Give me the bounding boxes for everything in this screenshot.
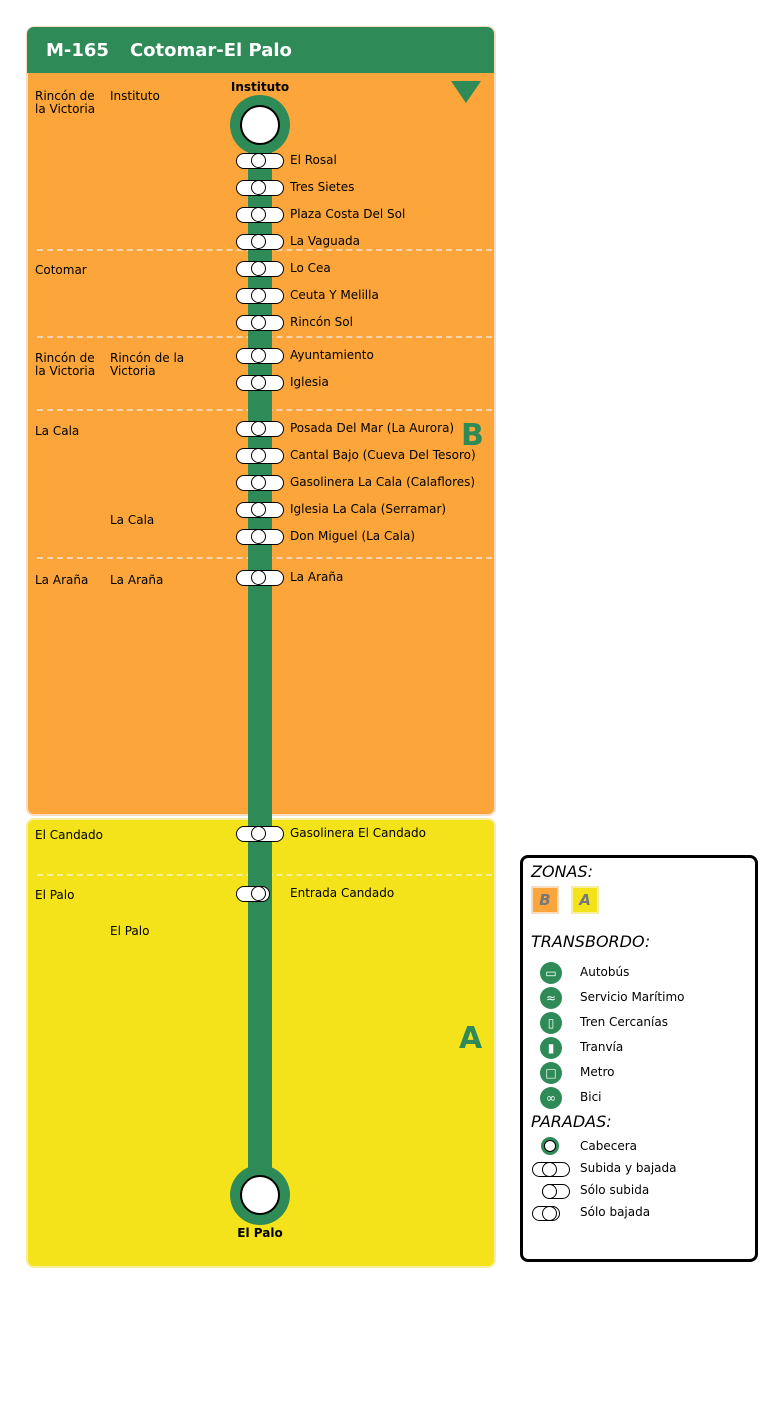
terminal-start-label: Instituto: [230, 80, 290, 94]
stop-marker-icon: [236, 153, 284, 169]
stop-marker-icon: [236, 261, 284, 277]
locality-label: Instituto: [110, 89, 160, 103]
stop-label: La Araña: [290, 570, 344, 584]
train-icon: ▯: [540, 1012, 562, 1034]
stop-label: Iglesia La Cala (Serramar): [290, 502, 447, 516]
terminal-end-icon: [230, 1165, 290, 1225]
zone-a-letter: A: [459, 1021, 483, 1056]
municipality-label: La Cala: [35, 424, 80, 438]
stop-marker-icon: [236, 207, 284, 223]
legend-stop-terminal: Cabecera: [580, 1139, 637, 1153]
route-name: Cotomar-El Palo: [129, 39, 292, 61]
ship-icon: ≈: [540, 987, 562, 1009]
municipality-label: Cotomar: [35, 263, 87, 277]
legend-stop-board: Sólo subida: [580, 1183, 650, 1197]
zone-b-letter: B: [461, 418, 484, 453]
legend-transfer-label: Bici: [580, 1090, 602, 1104]
legend-transfer-label: Tren Cercanías: [580, 1015, 668, 1029]
stop-marker-icon: [236, 502, 284, 518]
stop-marker-icon: [236, 570, 284, 586]
municipality-label: La Araña: [35, 573, 89, 587]
legend-stop-alight: Sólo bajada: [580, 1205, 651, 1219]
legend-panel: [520, 855, 758, 1262]
terminal-end-label: El Palo: [237, 1226, 283, 1240]
legend-stop-both: Subida y bajada: [580, 1161, 677, 1175]
stop-label: El Rosal: [290, 153, 337, 167]
route-line: [248, 125, 272, 1195]
legend-transfer-label: Autobús: [580, 965, 630, 979]
stop-marker-icon: [236, 448, 284, 464]
stop-label: Ayuntamiento: [290, 348, 374, 362]
legend-transfer-label: Servicio Marítimo: [580, 990, 685, 1004]
municipality-label: El Palo: [35, 888, 75, 902]
municipality-label: Rincón de la Victoria: [35, 351, 96, 378]
legend-zone-a: A: [571, 886, 599, 914]
stop-alight-icon: [532, 1206, 560, 1221]
stop-alight-only-icon: [236, 886, 270, 902]
stop-label: Iglesia: [290, 375, 329, 389]
locality-label: La Araña: [110, 573, 164, 587]
terminal-icon: [541, 1137, 559, 1155]
stop-label: Tres Sietes: [290, 180, 355, 194]
stop-marker-icon: [236, 315, 284, 331]
municipality-label: Rincón de la Victoria: [35, 89, 96, 116]
legend-transfer-title: TRANSBORDO:: [531, 932, 651, 951]
bike-icon: ∞: [540, 1087, 562, 1109]
stop-both-icon: [532, 1162, 570, 1177]
locality-label: El Palo: [110, 924, 150, 938]
metro-icon: □: [540, 1062, 562, 1084]
stop-label: Gasolinera El Candado: [290, 826, 427, 840]
route-code: M-165: [46, 39, 109, 61]
stop-label: La Vaguada: [290, 234, 361, 248]
stop-label: Lo Cea: [290, 261, 331, 275]
tram-icon: ▮: [540, 1037, 562, 1059]
stop-marker-icon: [236, 475, 284, 491]
stop-label: Plaza Costa Del Sol: [290, 207, 406, 221]
legend-zones-title: ZONAS:: [531, 862, 594, 881]
stop-label: Posada Del Mar (La Aurora): [290, 421, 455, 435]
legend-transfer-label: Tranvía: [580, 1040, 624, 1054]
stop-label: Don Miguel (La Cala): [290, 529, 416, 543]
stop-marker-icon: [236, 529, 284, 545]
legend-zone-b: B: [531, 886, 559, 914]
route-header: [27, 27, 494, 73]
stop-marker-icon: [236, 180, 284, 196]
stop-board-icon: [542, 1184, 570, 1199]
stop-label: Gasolinera La Cala (Calaflores): [290, 475, 476, 489]
legend-stops-title: PARADAS:: [531, 1112, 612, 1131]
stop-marker-icon: [236, 288, 284, 304]
terminal-start-icon: [230, 95, 290, 155]
stop-label: Cantal Bajo (Cueva Del Tesoro): [290, 448, 476, 462]
stop-marker-icon: [236, 375, 284, 391]
locality-label: Rincón de la Victoria: [110, 351, 185, 378]
bus-icon: ▭: [540, 962, 562, 984]
legend-transfer-label: Metro: [580, 1065, 615, 1079]
direction-arrow-icon: [451, 81, 481, 103]
stop-marker-icon: [236, 234, 284, 250]
stop-label: Entrada Candado: [290, 886, 395, 900]
locality-label: La Cala: [110, 513, 155, 527]
stop-label: Ceuta Y Melilla: [290, 288, 379, 302]
municipality-label: El Candado: [35, 828, 103, 842]
stop-label: Rincón Sol: [290, 315, 353, 329]
stop-marker-icon: [236, 348, 284, 364]
stop-marker-icon: [236, 421, 284, 437]
stop-marker-icon: [236, 826, 284, 842]
